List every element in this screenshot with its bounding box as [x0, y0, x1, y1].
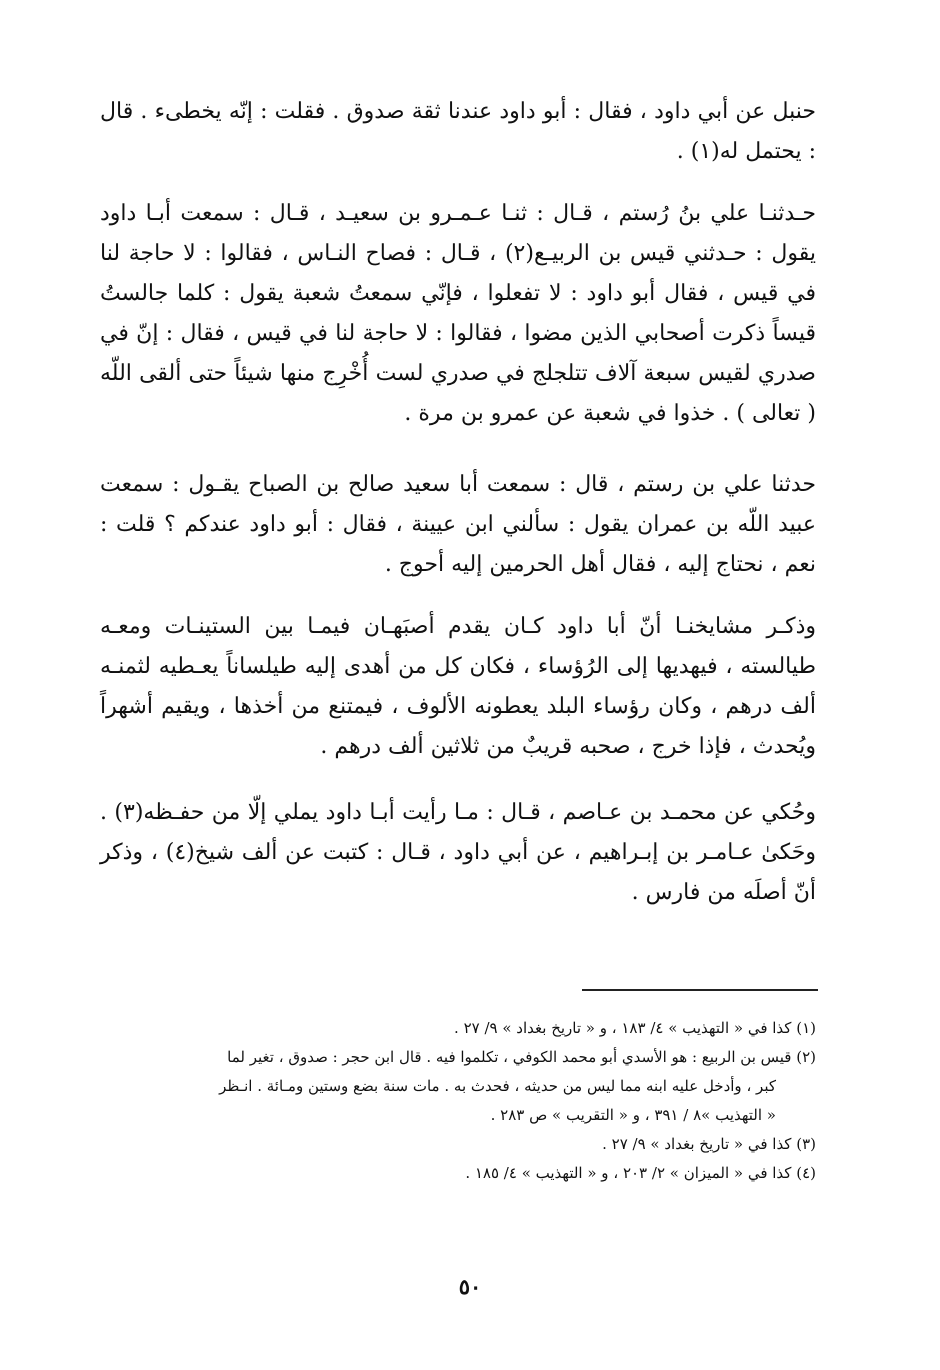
- body-paragraph: [100, 194, 816, 434]
- footnote-2-continued: « التهذيب »٨ / ٣٩١ ، و « التقريب » ص ٢٨٣ .: [490, 1106, 776, 1124]
- footnote-1: (١) كذا في « التهذيب » ٤/ ١٨٣ ، و « تاريخ بغداد » ٩/ ٢٧ .: [454, 1019, 816, 1037]
- page-number: ٥٠: [458, 1274, 482, 1299]
- body-paragraph: [100, 465, 816, 585]
- paragraph-text: حـدثنـا علي بنُ رُستم ، قـال : ثنـا عـمـرو بن سعيـد ، قـال : سمعت أبـا داود يقول : حـدثني قيس بن الربيـع(٢) ، قـال : فصاح النـاس ، فقالوا : لا حاجة لنا في قيس ، فقال أبو داود : لا تفعلوا ، فإنّي سمعتُ شعبة يقول : كلما جالستُ قيساً ذكرت أصحابي الذين مضوا ، فقالوا : لا حاجة لنا في قيس ، فقال : إنّ في صدري لقيس سبعة آلاف تتلجلج في صدري لست أُخْرِج منها شيئاً حتى ألقى اللّه ( تعالى ) . خذوا في شعبة عن عمرو بن مرة .: [100, 201, 816, 426]
- paragraph-text: وذكـر مشايخنـا أنّ أبا داود كـان يقدم أصبَهـان فيمـا بين الستينـات ومعـه طيالسته ، فيهديها إلى الرُؤساء ، فكان كل من أهدى إليه طيلساناً يعـطيه لثمنـه ألف درهم ، وكان رؤساء البلد يعطونه الألوف ، فيمتنع من أخذها ، ويقيم أشهراً ويُحدث ، فإذا خرج ، صحبه قريبٌ من ثلاثين ألف درهم .: [100, 614, 816, 759]
- footnote-divider: [582, 989, 818, 991]
- paragraph-text: حدثنا علي بن رستم ، قال : سمعت أبا سعيد صالح بن الصباح يقـول : سمعت عبيد اللّه بن عمران يقول : سألني ابن عيينة ، فقال : أبو داود عندكم ؟ قلت : نعم ، نحتاج إليه ، فقال أهل الحرمين إليه أحوج .: [100, 472, 816, 577]
- footnote-3: (٣) كذا في « تاريخ بغداد » ٩/ ٢٧ .: [602, 1135, 816, 1153]
- footnote-2: (٢) قيس بن الربيع : هو الأسدي أبو محمد الكوفي ، تكلموا فيه . قال ابن حجر : صدوق ، تغير لما: [227, 1048, 816, 1066]
- paragraph-text: وحُكي عن محمـد بن عـاصم ، قـال : مـا رأيت أبـا داود يملي إلّا من حفـظه(٣) . وحَكىٰ عـامـر بن إبـراهيم ، عن أبي داود ، قـال : كتبت عن ألف شيخ(٤) ، وذكر أنّ أصلَه من فارس .: [100, 800, 817, 905]
- body-paragraph: [100, 607, 816, 767]
- footnotes-section: [100, 1014, 816, 1188]
- body-paragraph: [100, 92, 816, 172]
- footnote-4: (٤) كذا في « الميزان » ٢/ ٢٠٣ ، و « التهذيب » ٤/ ١٨٥ .: [465, 1164, 816, 1182]
- paragraph-text: حنبل عن أبي داود ، فقال : أبو داود عندنا ثقة صدوق . فقلت : إنّه يخطىء . قال : يحتمل له(١) .: [100, 99, 816, 164]
- footnote-2-continued: كبر ، وأدخل عليه ابنه مما ليس من حديثه ، فحدث به . مات سنة بضع وستين ومـائة . انـظر: [219, 1077, 776, 1095]
- body-paragraph: [100, 793, 816, 913]
